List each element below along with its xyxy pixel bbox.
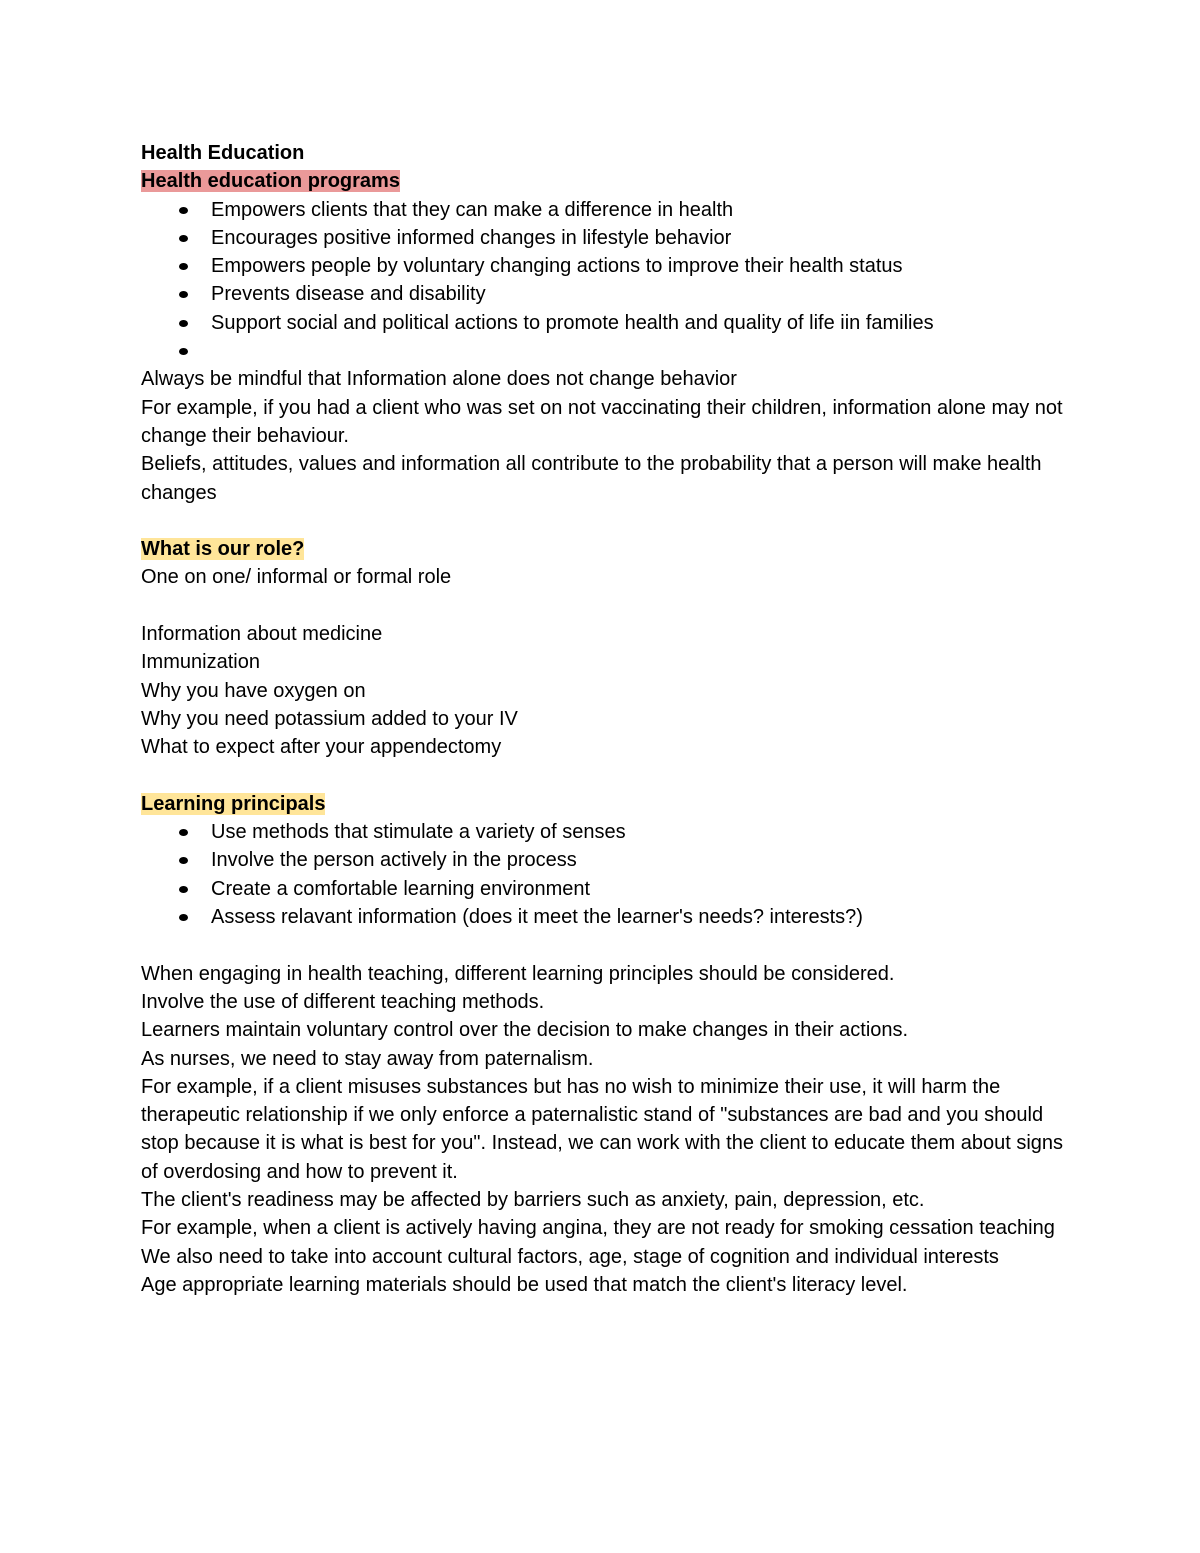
bullet-list-health-education-programs <box>141 196 1071 366</box>
section-heading-what-is-our-role: What is our role? <box>141 538 305 561</box>
paragraph: For example, if a client misuses substances but has no wish to minimize their use, it will harm the therapeutic relationship if we only enforce a paternalistic stand of "substances are bad and you should stop because it is what is best for you". Instead, we can work with the client to educate them about signs of overdosing and how to prevent it. <box>141 1075 1064 1183</box>
list-item: Support social and political actions to promote health and quality of life iin families <box>141 309 1071 337</box>
list-item: Encourages positive informed changes in lifestyle behavior <box>141 224 1071 252</box>
bullet-icon <box>179 857 188 864</box>
blank-line <box>141 931 1071 959</box>
bullet-icon <box>179 235 188 242</box>
paragraph: One on one/ informal or formal role <box>141 566 452 589</box>
bullet-icon <box>179 914 188 921</box>
bullet-icon <box>179 348 188 355</box>
bullet-icon <box>179 320 188 327</box>
paragraph: Age appropriate learning materials should be used that match the client's literacy level. <box>141 1273 908 1296</box>
paragraph: For example, when a client is actively having angina, they are not ready for smoking cessation teaching <box>141 1217 1055 1240</box>
list-item: Information about medicine <box>141 623 383 646</box>
list-item: Prevents disease and disability <box>141 280 1071 308</box>
paragraph: As nurses, we need to stay away from paternalism. <box>141 1047 594 1070</box>
list-item: Immunization <box>141 651 260 674</box>
bullet-icon <box>179 207 188 214</box>
bullet-list-learning-principals <box>141 818 1071 931</box>
paragraph: The client's readiness may be affected by barriers such as anxiety, pain, depression, etc. <box>141 1188 925 1211</box>
blank-line <box>141 762 1071 790</box>
paragraph: Involve the use of different teaching methods. <box>141 990 545 1013</box>
list-item: Empowers people by voluntary changing actions to improve their health status <box>141 252 1071 280</box>
section-heading-learning-principals: Learning principals <box>141 792 326 815</box>
blank-line <box>141 592 1071 620</box>
paragraph: Beliefs, attitudes, values and information all contribute to the probability that a person will make health changes <box>141 453 1042 504</box>
document-title: Health Education <box>141 142 305 164</box>
list-item: Assess relavant information (does it meet the learner's needs? interests?) <box>141 903 1071 931</box>
list-item: Empowers clients that they can make a difference in health <box>141 196 1071 224</box>
paragraph: Always be mindful that Information alone does not change behavior <box>141 368 737 391</box>
list-item-empty <box>141 337 1071 365</box>
bullet-icon <box>179 829 188 836</box>
bullet-icon <box>179 886 188 893</box>
blank-line <box>141 507 1071 535</box>
paragraph: When engaging in health teaching, different learning principles should be considered. <box>141 962 895 985</box>
list-item: Why you have oxygen on <box>141 679 366 702</box>
bullet-icon <box>179 263 188 270</box>
paragraph: For example, if you had a client who was set on not vaccinating their children, information alone may not change their behaviour. <box>141 396 1063 447</box>
list-item: Use methods that stimulate a variety of senses <box>141 818 1071 846</box>
paragraph: We also need to take into account cultural factors, age, stage of cognition and individual interests <box>141 1245 999 1268</box>
list-item: Create a comfortable learning environment <box>141 875 1071 903</box>
list-item: Why you need potassium added to your IV <box>141 707 518 730</box>
paragraph: Learners maintain voluntary control over the decision to make changes in their actions. <box>141 1019 909 1042</box>
bullet-icon <box>179 291 188 298</box>
section-heading-health-education-programs: Health education programs <box>141 170 400 193</box>
list-item: Involve the person actively in the process <box>141 846 1071 874</box>
list-item: What to expect after your appendectomy <box>141 736 502 759</box>
document-page <box>141 139 1071 1299</box>
